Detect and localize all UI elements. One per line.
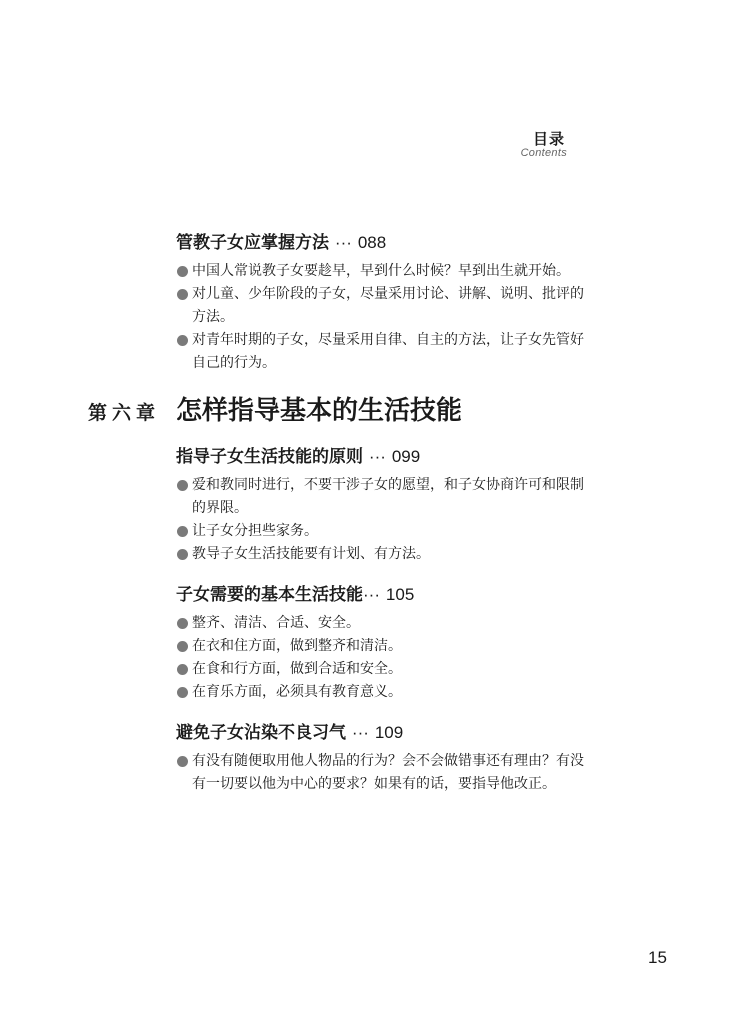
contents-heading-en: Contents <box>520 147 567 159</box>
toc-entry-text: 管教子女应掌握方法 <box>176 233 329 253</box>
toc-entry-page: 099 <box>391 447 421 466</box>
page-number: 15 <box>648 948 667 967</box>
toc-entry-text: 指导子女生活技能的原则 <box>176 447 363 467</box>
bullet-icon <box>177 618 188 629</box>
list-item <box>176 681 596 704</box>
bullet-icon <box>177 687 188 698</box>
list-item <box>176 329 596 375</box>
list-item <box>176 283 596 329</box>
contents-heading-cn: 目录 <box>532 130 565 148</box>
bullet-icon <box>177 756 188 767</box>
bullet-text: 在衣和住方面，做到整齐和清洁。 <box>192 638 402 654</box>
leader-dots: ··· <box>363 585 380 604</box>
bullet-icon <box>177 664 188 675</box>
bullet-text: 在育乐方面，必须具有教育意义。 <box>192 684 402 700</box>
toc-entry-page: 109 <box>374 723 404 742</box>
toc-entry-page: 088 <box>357 233 387 252</box>
toc-section <box>176 584 596 704</box>
toc-entry-text: 子女需要的基本生活技能 <box>176 585 363 605</box>
toc-entry-title[interactable] <box>176 446 596 468</box>
bullet-text: 有没有随便取用他人物品的行为？会不会做错事还有理由？有没有一切要以他为中心的要求？如果有的话，要指导他改正。 <box>192 753 584 792</box>
list-item <box>176 520 596 543</box>
toc-entry-title[interactable] <box>176 584 596 606</box>
bullet-text: 对儿童、少年阶段的子女，尽量采用讨论、讲解、说明、批评的方法。 <box>192 286 584 325</box>
bullet-text: 让子女分担些家务。 <box>192 523 318 539</box>
toc-entry-title[interactable] <box>176 232 596 254</box>
list-item <box>176 658 596 681</box>
bullet-text: 在食和行方面，做到合适和安全。 <box>192 661 402 677</box>
bullet-list <box>176 260 596 375</box>
bullet-text: 整齐、清洁、合适、安全。 <box>192 615 360 631</box>
bullet-icon <box>177 335 188 346</box>
leader-dots: ··· <box>334 233 352 252</box>
bullet-list <box>176 474 596 566</box>
toc-section <box>176 232 596 375</box>
bullet-text: 教导子女生活技能要有计划、有方法。 <box>192 546 430 562</box>
bullet-icon <box>177 641 188 652</box>
bullet-text: 中国人常说教子女要趁早，早到什么时候？早到出生就开始。 <box>192 263 570 279</box>
bullet-icon <box>177 480 188 491</box>
chapter-title[interactable]: 怎样指导基本的生活技能 <box>176 396 463 426</box>
toc-entry-title[interactable] <box>176 722 596 744</box>
bullet-text: 对青年时期的子女，尽量采用自律、自主的方法，让子女先管好自己的行为。 <box>192 332 584 371</box>
bullet-list <box>176 750 596 796</box>
list-item <box>176 612 596 635</box>
leader-dots: ··· <box>368 447 386 466</box>
leader-dots: ··· <box>351 723 369 742</box>
list-item <box>176 750 596 796</box>
bullet-icon <box>177 266 188 277</box>
list-item <box>176 635 596 658</box>
toc-entry-page: 105 <box>385 585 415 604</box>
bullet-icon <box>177 526 188 537</box>
list-item <box>176 543 596 566</box>
list-item <box>176 260 596 283</box>
list-item <box>176 474 596 520</box>
bullet-list <box>176 612 596 704</box>
toc-entry-text: 避免子女沾染不良习气 <box>176 723 346 743</box>
toc-section <box>176 446 596 566</box>
bullet-icon <box>177 289 188 300</box>
toc-section <box>176 722 596 796</box>
chapter-label: 第六章 <box>88 402 161 424</box>
bullet-text: 爱和教同时进行，不要干涉子女的愿望，和子女协商许可和限制的界限。 <box>192 477 584 516</box>
bullet-icon <box>177 549 188 560</box>
